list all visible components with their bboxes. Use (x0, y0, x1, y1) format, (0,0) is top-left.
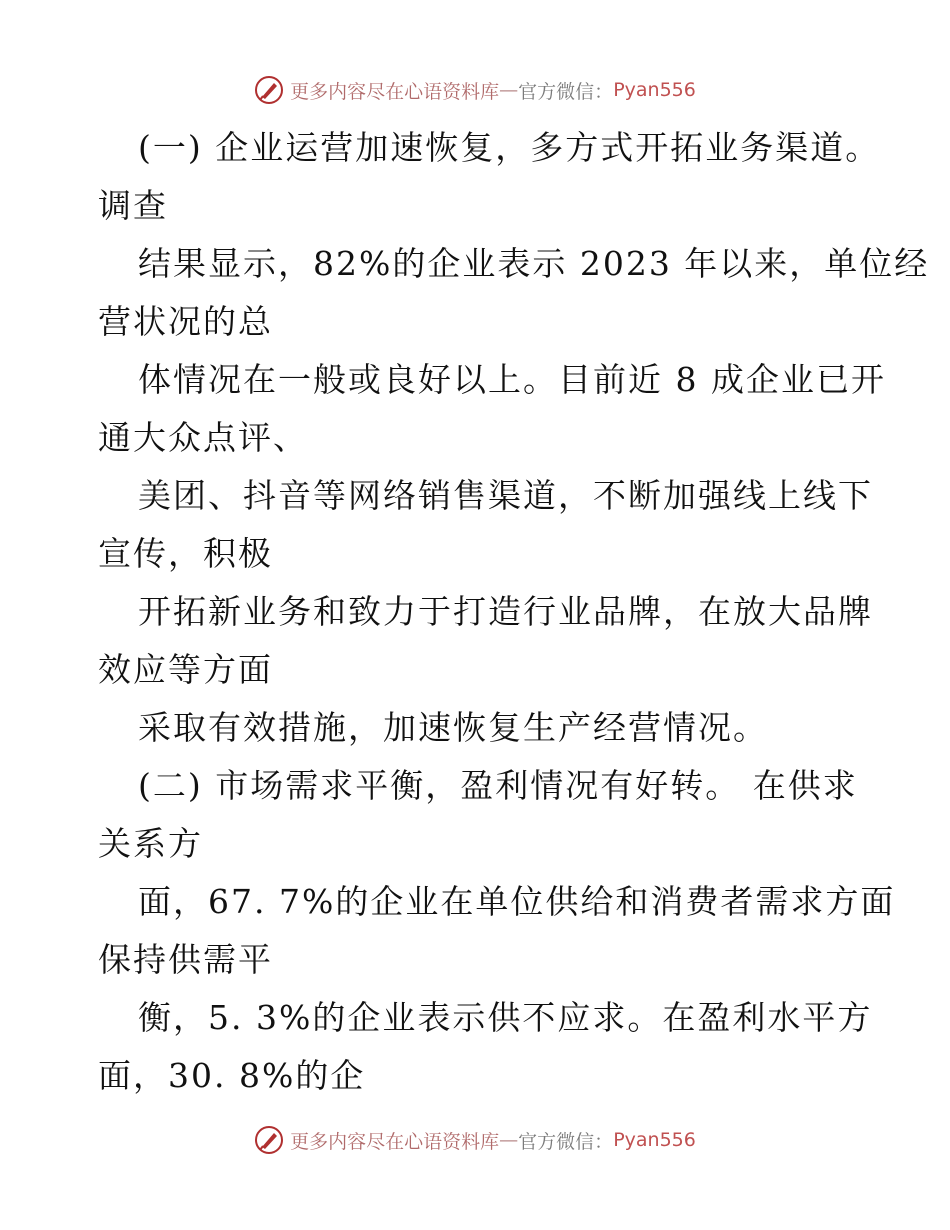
text-line: 面，30. 8%的企 (98, 1056, 366, 1095)
text-line: 衡，5. 3%的企业表示供不应求。在盈利水平方 (138, 998, 873, 1037)
header-watermark (0, 70, 950, 110)
text-line: 宣传，积极 (98, 534, 273, 573)
watermark-official-label: 官方微信： (518, 1130, 614, 1153)
text-line: 采取有效措施，加速恢复生产经营情况。 (138, 708, 768, 747)
text-line: 结果显示，82%的企业表示 2023 年以来，单位经 (138, 244, 930, 283)
text-line: 保持供需平 (98, 940, 273, 979)
quill-pen-logo-icon (254, 75, 284, 105)
watermark-prefix: 更多内容尽在心语资料库 (290, 1130, 500, 1153)
watermark-dash: — (499, 1129, 519, 1151)
text-line: 营状况的总 (98, 302, 273, 341)
watermark-prefix: 更多内容尽在心语资料库 (290, 80, 500, 103)
text-line: 面，67. 7%的企业在单位供给和消费者需求方面 (138, 882, 896, 921)
footer-watermark (0, 1120, 950, 1160)
text-line: 体情况在一般或良好以上。目前近 8 成企业已开 (138, 360, 886, 399)
text-line: 美团、抖音等网络销售渠道，不断加强线上线下 (138, 476, 873, 515)
text-line: 关系方 (98, 824, 203, 863)
watermark-wechat-id: Pyan556 (613, 79, 696, 101)
watermark-dash: — (499, 79, 519, 101)
quill-pen-logo-icon (254, 1125, 284, 1155)
text-line: 开拓新业务和致力于打造行业品牌，在放大品牌 (138, 592, 873, 631)
text-line: 调查 (98, 186, 168, 225)
text-line: (一) 企业运营加速恢复，多方式开拓业务渠道。 (138, 128, 881, 167)
watermark-official-label: 官方微信： (518, 80, 614, 103)
text-line: 效应等方面 (98, 650, 273, 689)
text-line: 通大众点评、 (98, 418, 308, 457)
text-line: (二) 市场需求平衡，盈利情况有好转。 在供求 (138, 766, 858, 805)
watermark-wechat-id: Pyan556 (613, 1129, 696, 1151)
